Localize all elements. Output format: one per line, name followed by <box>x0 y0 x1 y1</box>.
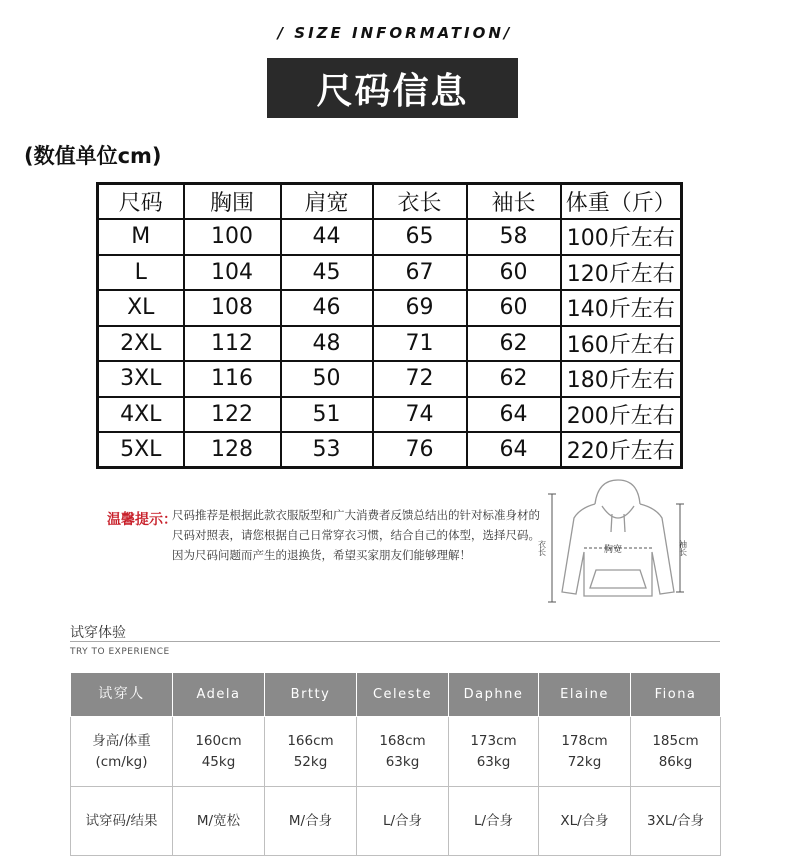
table-cell: 51 <box>281 397 373 433</box>
table-cell: 200斤左右 <box>561 397 682 433</box>
table-row <box>98 290 682 326</box>
header-cell: 衣长 <box>373 184 467 220</box>
table-row <box>71 717 721 787</box>
table-row <box>98 219 682 255</box>
table-cell: L/合身 <box>357 787 449 856</box>
weight-value: 45kg <box>201 753 236 770</box>
tip-text: 尺码推荐是根据此款衣服版型和广大消费者反馈总结出的针对标准身材的尺码对照表，请您根据自己日常穿衣习惯，结合自己的体型，选择尺码。因为尺码问题而产生的退换货，希望买家朋友们能够理解！ <box>172 508 540 562</box>
person-name: Elaine <box>539 673 631 717</box>
table-cell: M/合身 <box>265 787 357 856</box>
table-row <box>98 432 682 468</box>
person-name: Daphne <box>449 673 539 717</box>
table-cell: 45 <box>281 255 373 291</box>
table-cell: 104 <box>184 255 281 291</box>
table-cell: 60 <box>467 255 561 291</box>
row-label-line: (cm/kg) <box>95 753 148 770</box>
height-value: 173cm <box>470 732 517 749</box>
person-name: Celeste <box>357 673 449 717</box>
height-value: 168cm <box>379 732 426 749</box>
weight-value: 52kg <box>293 753 328 770</box>
table-cell: 48 <box>281 326 373 362</box>
table-cell: 62 <box>467 326 561 362</box>
hood-outline <box>595 480 640 504</box>
header-cell: 肩宽 <box>281 184 373 220</box>
table-cell <box>357 717 449 787</box>
header-cell: 袖长 <box>467 184 561 220</box>
table-cell: 100 <box>184 219 281 255</box>
table-cell: 69 <box>373 290 467 326</box>
try-on-table <box>70 672 721 856</box>
table-cell: 67 <box>373 255 467 291</box>
table-cell: M/宽松 <box>173 787 265 856</box>
table-cell: 2XL <box>98 326 184 362</box>
person-name: Fiona <box>631 673 721 717</box>
table-cell <box>449 717 539 787</box>
table-cell: 100斤左右 <box>561 219 682 255</box>
experience-subtitle: TRY TO EXPERIENCE <box>70 647 170 657</box>
table-cell: 3XL/合身 <box>631 787 721 856</box>
row-label: 试穿码/结果 <box>71 787 173 856</box>
chest-label: 胸宽 <box>604 545 623 555</box>
table-cell: 160斤左右 <box>561 326 682 362</box>
table-cell: 120斤左右 <box>561 255 682 291</box>
table-cell: 116 <box>184 361 281 397</box>
header-cell: 尺码 <box>98 184 184 220</box>
table-cell: 60 <box>467 290 561 326</box>
table-cell: 50 <box>281 361 373 397</box>
table-cell <box>631 717 721 787</box>
tip-title: 温馨提示： <box>107 512 177 528</box>
height-value: 178cm <box>561 732 608 749</box>
table-row <box>98 326 682 362</box>
try-on-header <box>71 673 721 717</box>
hoodie-measurement-diagram <box>537 474 690 614</box>
table-cell: XL/合身 <box>539 787 631 856</box>
table-cell: 220斤左右 <box>561 432 682 468</box>
table-cell: 64 <box>467 432 561 468</box>
table-cell <box>173 717 265 787</box>
table-cell: 44 <box>281 219 373 255</box>
weight-value: 86kg <box>658 753 693 770</box>
table-cell: 62 <box>467 361 561 397</box>
header-cell: 胸围 <box>184 184 281 220</box>
table-cell: L/合身 <box>449 787 539 856</box>
table-cell: 71 <box>373 326 467 362</box>
table-cell: 74 <box>373 397 467 433</box>
person-name: Adela <box>173 673 265 717</box>
table-row <box>98 361 682 397</box>
table-cell: 4XL <box>98 397 184 433</box>
person-name: Brtty <box>265 673 357 717</box>
table-cell <box>265 717 357 787</box>
table-cell: 76 <box>373 432 467 468</box>
length-label: 衣长 <box>537 540 547 556</box>
weight-value: 63kg <box>476 753 511 770</box>
height-value: 160cm <box>195 732 242 749</box>
header-cell: 试穿人 <box>71 673 173 717</box>
row-label <box>71 717 173 787</box>
table-row <box>71 787 721 856</box>
table-cell <box>539 717 631 787</box>
table-cell: 180斤左右 <box>561 361 682 397</box>
table-cell: 46 <box>281 290 373 326</box>
table-row <box>98 397 682 433</box>
height-value: 185cm <box>652 732 699 749</box>
table-cell: 3XL <box>98 361 184 397</box>
table-cell: L <box>98 255 184 291</box>
weight-value: 63kg <box>385 753 420 770</box>
table-cell: M <box>98 219 184 255</box>
sleeve-label: 袖长 <box>678 540 688 556</box>
table-cell: 122 <box>184 397 281 433</box>
page-title: 尺码信息 <box>267 58 518 118</box>
table-cell: 53 <box>281 432 373 468</box>
row-label-line: 身高/体重 <box>92 732 151 749</box>
table-cell: 128 <box>184 432 281 468</box>
section-subtitle: / SIZE INFORMATION/ <box>277 24 513 42</box>
table-cell: 72 <box>373 361 467 397</box>
unit-note: (数值单位cm) <box>24 144 162 168</box>
table-cell: 65 <box>373 219 467 255</box>
table-cell: 108 <box>184 290 281 326</box>
table-cell: 5XL <box>98 432 184 468</box>
experience-title: 试穿体验 <box>70 625 126 641</box>
table-cell: 140斤左右 <box>561 290 682 326</box>
table-row <box>98 255 682 291</box>
divider <box>70 641 720 642</box>
table-cell: 58 <box>467 219 561 255</box>
table-cell: XL <box>98 290 184 326</box>
size-table <box>96 182 683 469</box>
height-value: 166cm <box>287 732 334 749</box>
table-cell: 112 <box>184 326 281 362</box>
table-cell: 64 <box>467 397 561 433</box>
weight-value: 72kg <box>567 753 602 770</box>
header-cell: 体重（斤） <box>561 184 682 220</box>
size-table-header <box>98 184 682 220</box>
